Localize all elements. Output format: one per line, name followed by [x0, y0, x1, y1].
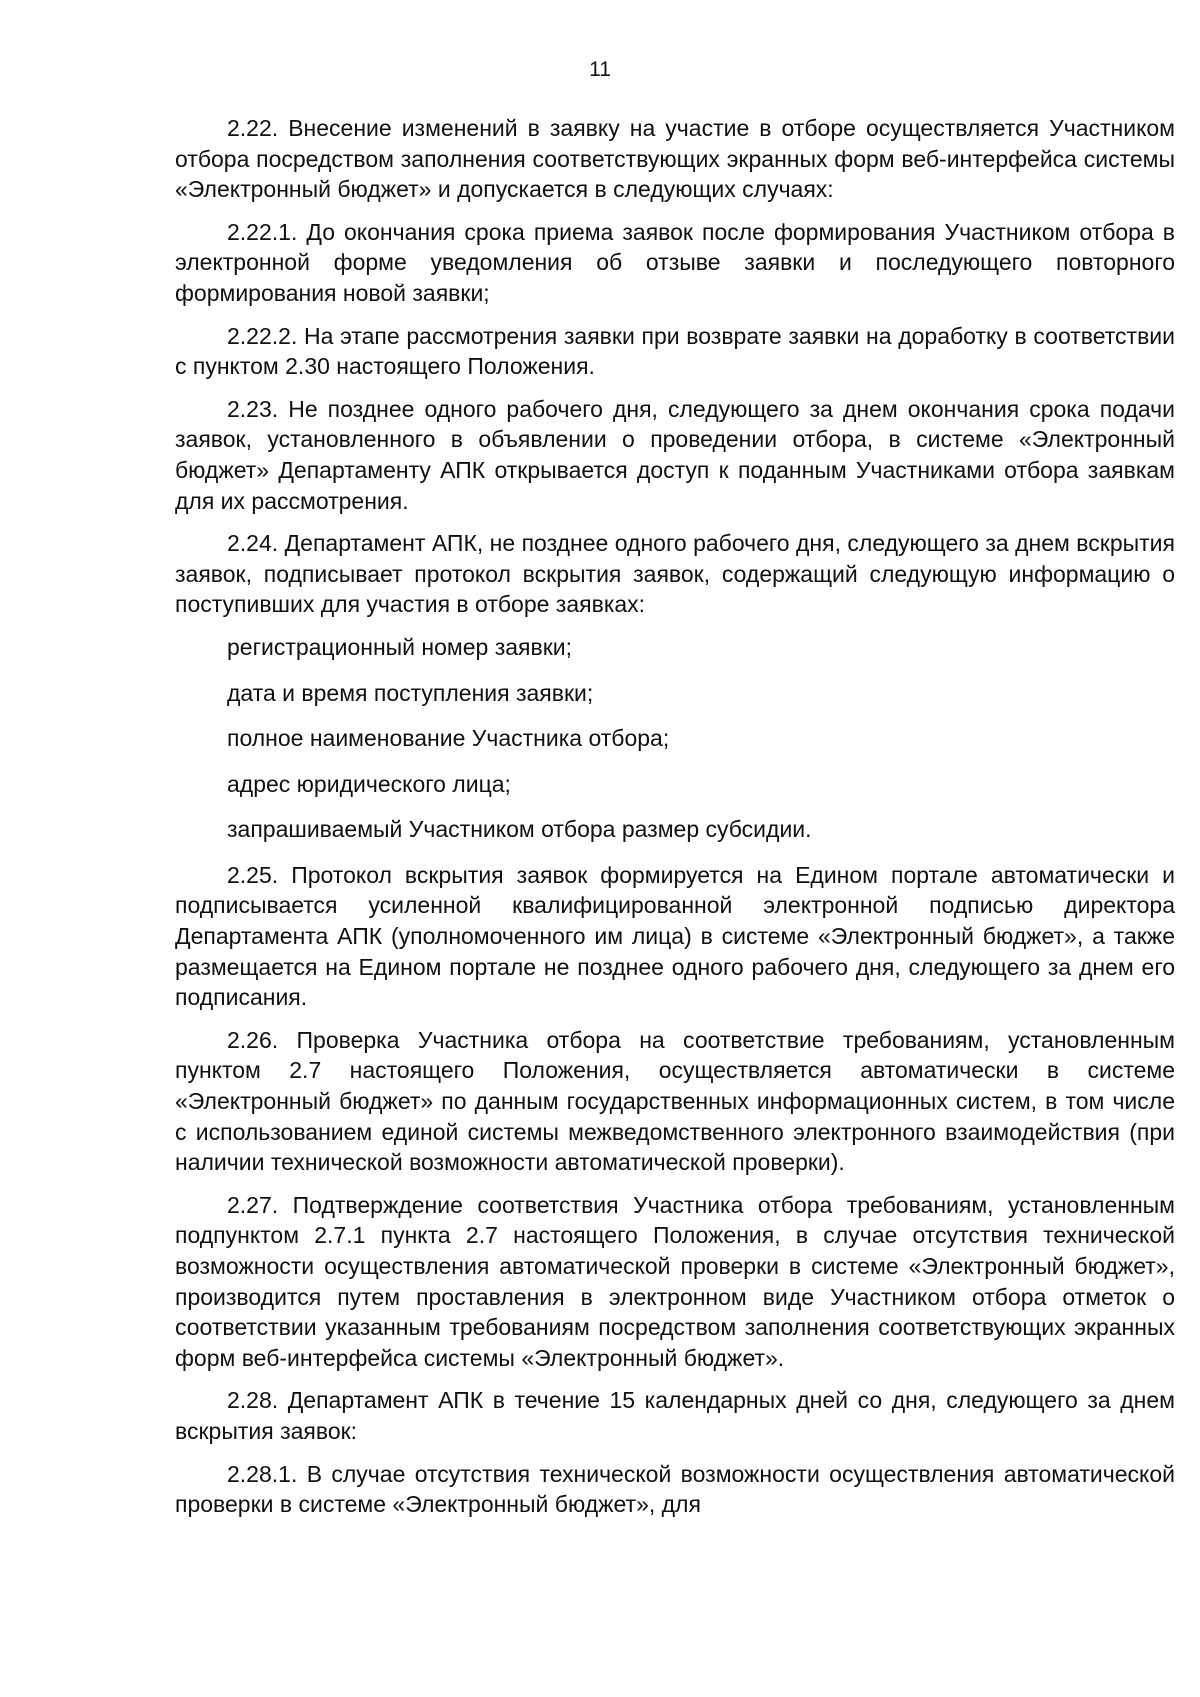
paragraph-2-24: 2.24. Департамент АПК, не позднее одного рабочего дня, следующего за днем вскрытия заявок, подписывает протокол вскрытия заявок, содержащий следующую информацию о поступивших для участия в отборе заявках: — [175, 530, 1175, 618]
paragraph-2-22-2: 2.22.2. На этапе рассмотрения заявки при возврате заявки на доработку в соответствии с пунктом 2.30 настоящего Положения. — [175, 322, 1175, 380]
document-body — [175, 113, 1175, 1520]
paragraph-2-28: 2.28. Департамент АПК в течение 15 календарных дней со дня, следующего за днем вскрытия заявок: — [175, 1387, 1175, 1444]
paragraph-2-22: 2.22. Внесение изменений в заявку на участие в отборе осуществляется Участником отбора посредством заполнения соответствующих экранных форм веб-интерфейса системы «Электронный бюджет» и допускается в следующих случаях: — [175, 115, 1175, 203]
paragraph-2-26: 2.26. Проверка Участника отбора на соответствие требованиям, установленным пунктом 2.7 настоящего Положения, осуществляется автоматически в системе «Электронный бюджет» по данным государственных информационных систем, в том числе с использованием единой системы межведомственного электронного взаимодействия (при наличии технической возможности автоматической проверки). — [175, 1026, 1175, 1176]
paragraph-2-28-1: 2.28.1. В случае отсутствия технической возможности осуществления автоматической проверки в системе «Электронный бюджет», для — [175, 1460, 1175, 1518]
paragraph-2-27: 2.27. Подтверждение соответствия Участника отбора требованиям, установленным подпунктом 2.7.1 пункта 2.7 настоящего Положения, в случае отсутствия технической возможности осуществления автоматической проверки в системе «Электронный бюджет», производится путем проставления в электронном виде Участником отбора отметок о соответствии указанным требованиям посредством заполнения соответствующих экранных форм веб-интерфейса системы «Электронный бюджет». — [175, 1191, 1175, 1371]
paragraph-2-22-1: 2.22.1. До окончания срока приема заявок после формирования Участником отбора в электронной форме уведомления об отзыве заявки и последующего повторного формирования новой заявки; — [175, 218, 1175, 306]
paragraph-2-25: 2.25. Протокол вскрытия заявок формируется на Едином портале автоматически и подписывается усиленной квалифицированной электронной подписью директора Департамента АПК (уполномоченного им лица) в системе «Электронный бюджет», а также размещается на Едином портале не позднее одного рабочего дня, следующего за днем его подписания. — [175, 861, 1175, 1011]
list-item: полное наименование Участника отбора; — [227, 725, 670, 752]
page-number: 11 — [589, 58, 611, 81]
list-item: дата и время поступления заявки; — [227, 679, 594, 706]
list-item: запрашиваемый Участником отбора размер субсидии. — [227, 816, 812, 843]
list-item: регистрационный номер заявки; — [227, 633, 573, 660]
protocol-info-list — [175, 632, 1175, 845]
list-item: адрес юридического лица; — [227, 770, 511, 797]
paragraph-2-23: 2.23. Не позднее одного рабочего дня, следующего за днем окончания срока подачи заявок, установленного в объявлении о проведении отбора, в системе «Электронный бюджет» Департаменту АПК открывается доступ к поданным Участниками отбора заявкам для их рассмотрения. — [175, 395, 1175, 514]
